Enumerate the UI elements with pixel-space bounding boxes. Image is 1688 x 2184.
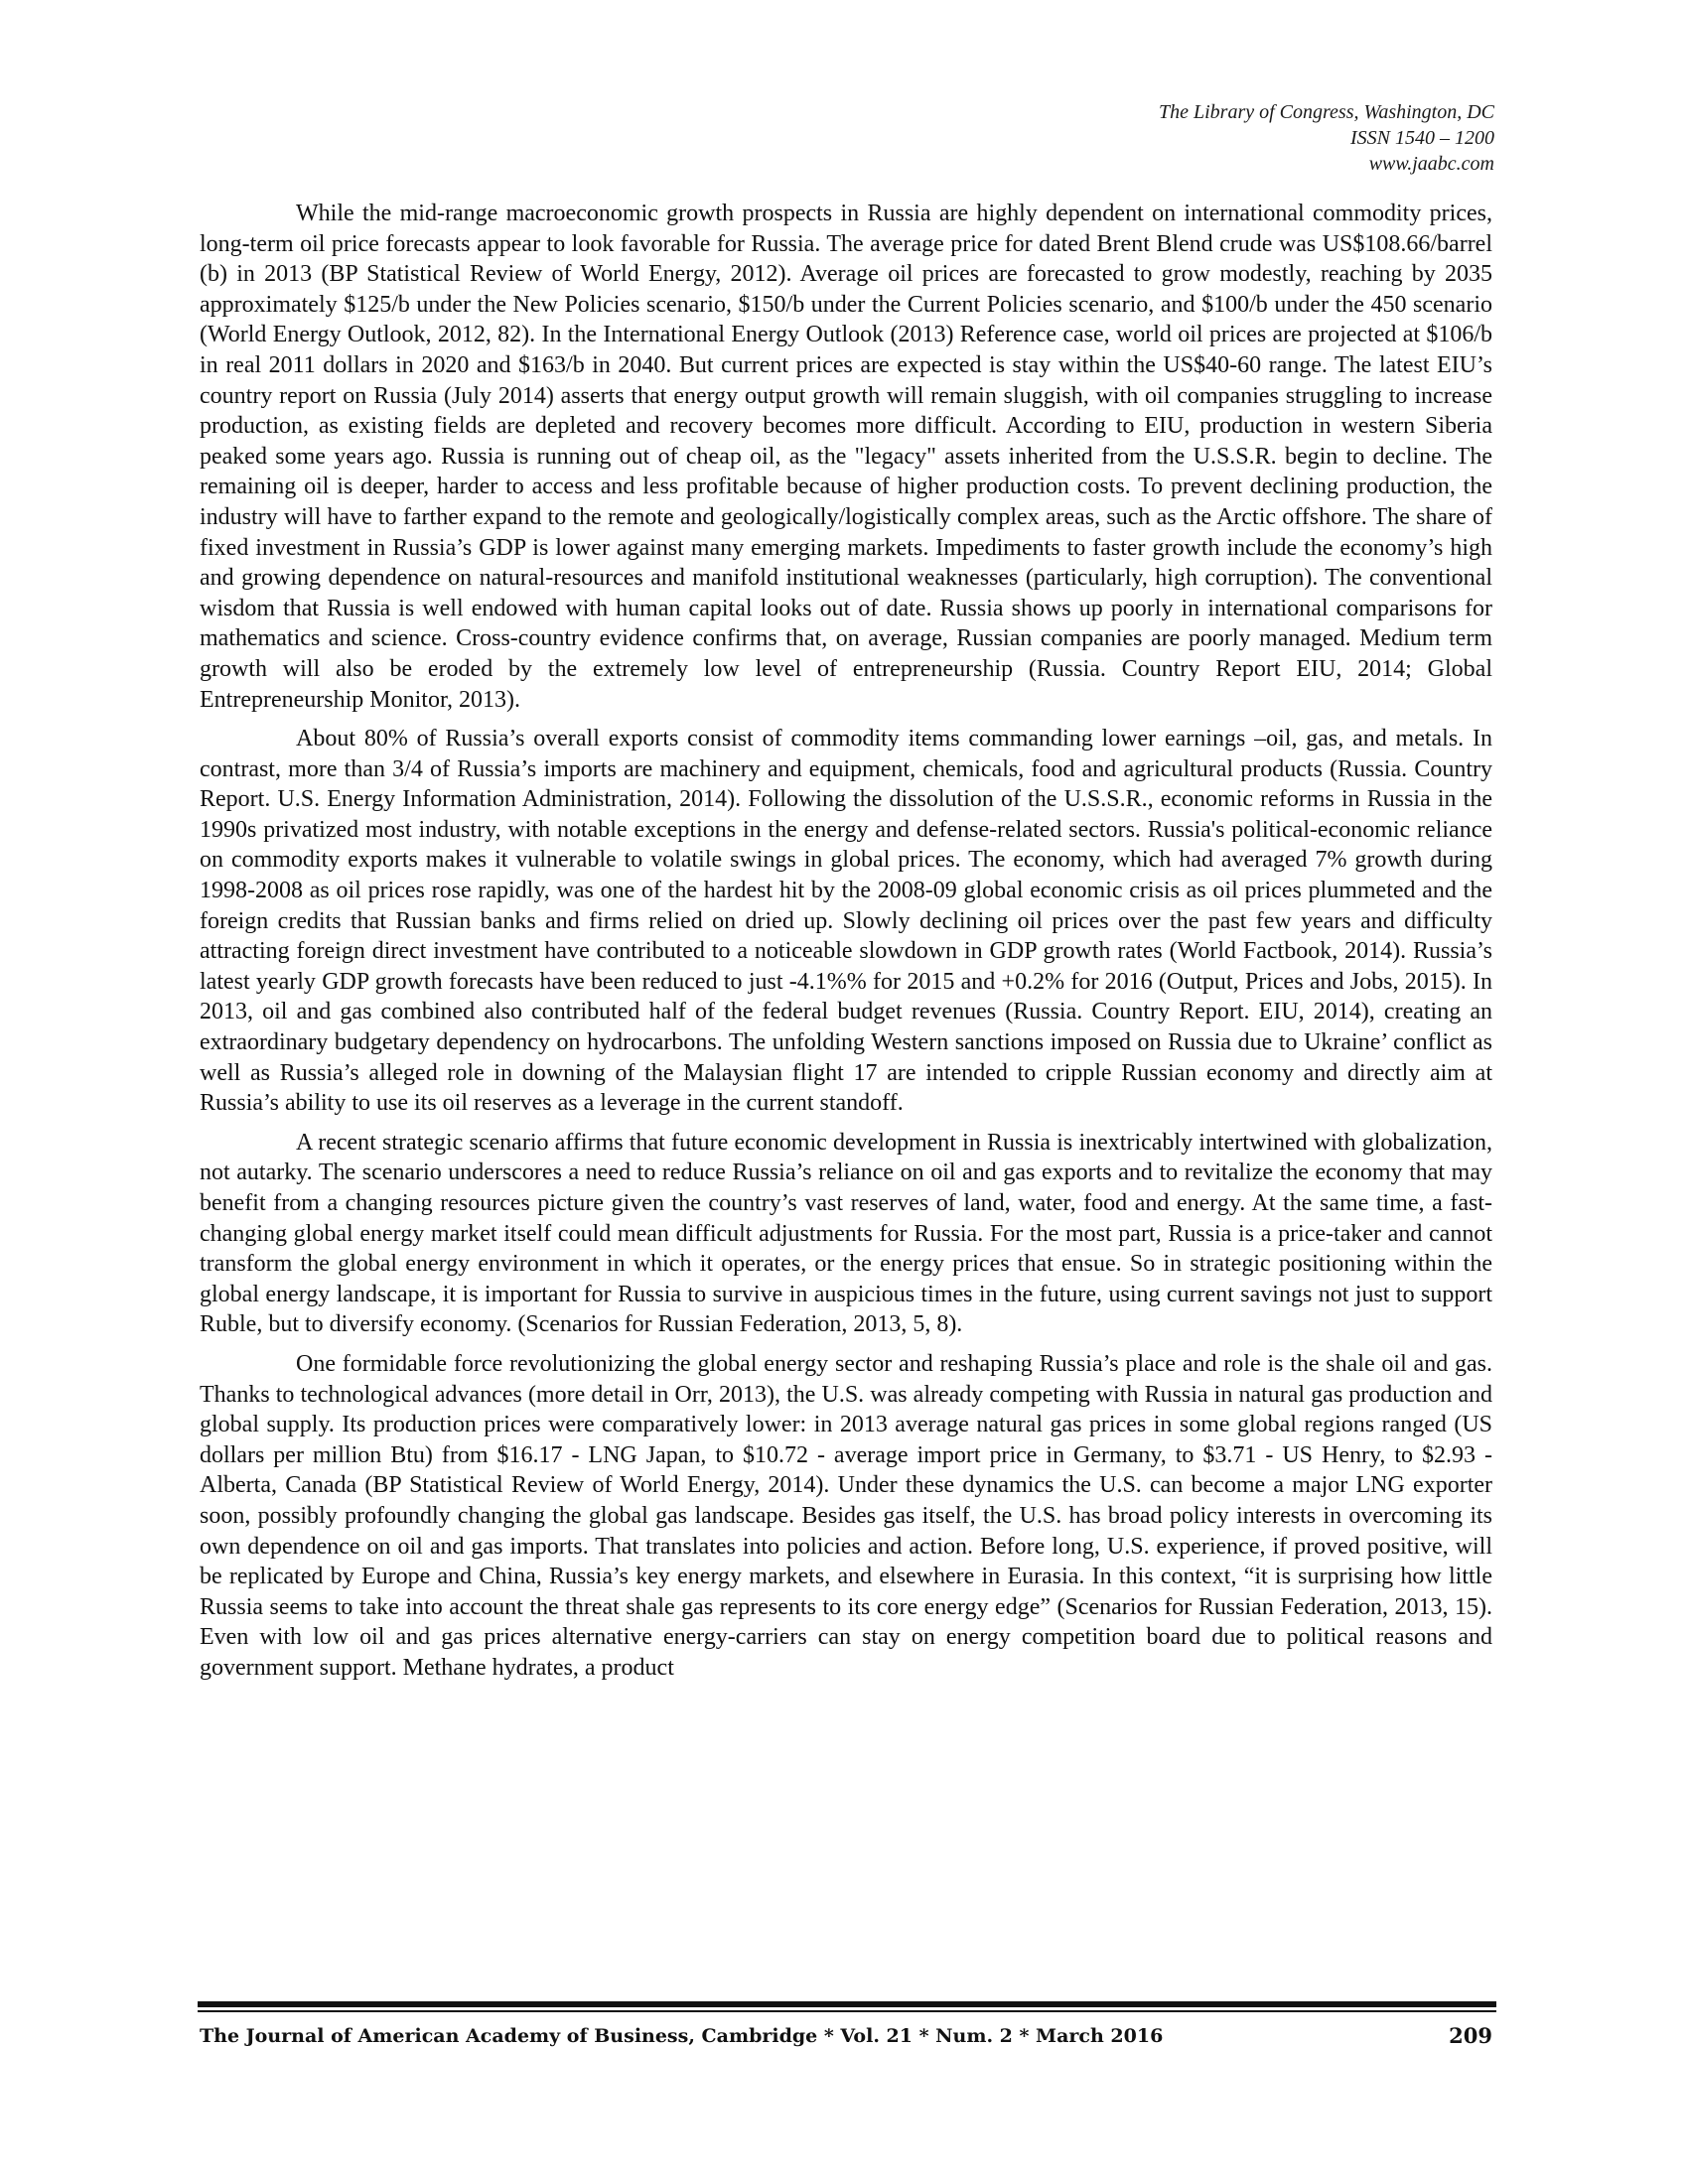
header-website-line: www.jaabc.com — [1368, 153, 1494, 175]
paragraph-strategic-scenario: A recent strategic scenario affirms that future economic development in Russia is inextricably intertwined with globalization, not autarky. The scenario underscores a need to reduce Russia’s reliance on oil and gas exports and to revitalize the economy that may benefit from a changing resources picture given the country’s vast reserves of land, water, food and energy. At the same time, a fast-changing global energy market itself could mean difficult adjustments for Russia. For the most part, Russia is a price-taker and cannot transform the global energy environment in which it operates, or the energy prices that ensue. So in strategic positioning within the global energy landscape, it is important for Russia to survive in auspicious times in the future, using current savings not just to support Ruble, but to diversify economy. (Scenarios for Russian Federation, 2013, 5, 8). — [200, 1129, 1492, 1338]
footer-thin-rule — [198, 2010, 1496, 2012]
article-body — [200, 199, 1492, 1693]
footer-divider — [198, 2001, 1496, 2012]
paragraph-oil-price-forecasts: While the mid-range macroeconomic growth prospects in Russia are highly dependent on international commodity prices, long-term oil price forecasts appear to look favorable for Russia. The average price for dated Brent Blend crude was US$108.66/barrel (b) in 2013 (BP Statistical Review of World Energy, 2012). Average oil prices are forecasted to grow modestly, reaching by 2035 approximately $125/b under the New Policies scenario, $150/b under the Current Policies scenario, and $100/b under the 450 scenario (World Energy Outlook, 2012, 82). In the International Energy Outlook (2013) Reference case, world oil prices are projected at $106/b in real 2011 dollars in 2020 and $163/b in 2040. But current prices are expected is stay within the US$40-60 range. The latest EIU’s country report on Russia (July 2014) asserts that energy output growth will remain sluggish, with oil companies struggling to increase production, as existing fields are depleted and recovery becomes more difficult. According to EIU, production in western Siberia peaked some years ago. Russia is running out of cheap oil, as the "legacy" assets inherited from the U.S.S.R. begin to decline. The remaining oil is deeper, harder to access and less profitable because of higher production costs. To prevent declining production, the industry will have to farther expand to the remote and geologically/logistically complex areas, such as the Arctic offshore. The share of fixed investment in Russia’s GDP is lower against many emerging markets. Impediments to faster growth include the economy’s high and growing dependence on natural-resources and manifold institutional weaknesses (particularly, high corruption). The conventional wisdom that Russia is well endowed with human capital looks out of date. Russia shows up poorly in international comparisons for mathematics and science. Cross-country evidence confirms that, on average, Russian companies are poorly managed. Medium term growth will also be eroded by the extremely low level of entrepreneurship (Russia. Country Report EIU, 2014; Global Entrepreneurship Monitor, 2013). — [200, 201, 1492, 713]
header-issn-line: ISSN 1540 – 1200 — [1350, 127, 1494, 149]
paragraph-shale-oil-gas: One formidable force revolutionizing the global energy sector and reshaping Russia’s place and role is the shale oil and gas. Thanks to technological advances (more detail in Orr, 2013), the U.S. was already competing with Russia in natural gas production and global supply. Its production prices were comparatively lower: in 2013 average natural gas prices in some global regions ranged (US dollars per million Btu) from $16.17 - LNG Japan, to $10.72 - average import price in Germany, to $3.71 - US Henry, to $2.93 - Alberta, Canada (BP Statistical Review of World Energy, 2014). Under these dynamics the U.S. can become a major LNG exporter soon, possibly profoundly changing the global gas landscape. Besides gas itself, the U.S. has broad policy interests in overcoming its own dependence on oil and gas imports. That translates into policies and action. Before long, U.S. experience, if proved positive, will be replicated by Europe and China, Russia’s key energy markets, and elsewhere in Eurasia. In this context, “it is surprising how little Russia seems to take into account the threat shale gas represents to its core energy edge” (Scenarios for Russian Federation, 2013, 15). Even with low oil and gas prices alternative energy-carriers can stay on energy competition board due to political reasons and government support. Methane hydrates, a product — [200, 1350, 1492, 1681]
running-header — [799, 99, 1494, 177]
header-library-line: The Library of Congress, Washington, DC — [1158, 101, 1494, 123]
page-number: 209 — [1449, 2023, 1492, 2048]
paragraph-exports-commodities: About 80% of Russia’s overall exports consist of commodity items commanding lower earnings –oil, gas, and metals. In contrast, more than 3/4 of Russia’s imports are machinery and equipment, chemicals, food and agricultural products (Russia. Country Report. U.S. Energy Information Administration, 2014). Following the dissolution of the U.S.S.R., economic reforms in Russia in the 1990s privatized most industry, with notable exceptions in the energy and defense-related sectors. Russia's political-economic reliance on commodity exports makes it vulnerable to volatile swings in global prices. The economy, which had averaged 7% growth during 1998-2008 as oil prices rose rapidly, was one of the hardest hit by the 2008-09 global economic crisis as oil prices plummeted and the foreign credits that Russian banks and firms relied on dried up. Slowly declining oil prices over the past few years and difficulty attracting foreign direct investment have contributed to a noticeable slowdown in GDP growth rates (World Factbook, 2014). Russia’s latest yearly GDP growth forecasts have been reduced to just -4.1%% for 2015 and +0.2% for 2016 (Output, Prices and Jobs, 2015). In 2013, oil and gas combined also contributed half of the federal budget revenues (Russia. Country Report. EIU, 2014), creating an extraordinary budgetary dependency on hydrocarbons. The unfolding Western sanctions imposed on Russia due to Ukraine’ conflict as well as Russia’s alleged role in downing of the Malaysian flight 17 are intended to cripple Russian economy and directly aim at Russia’s ability to use its oil reserves as a leverage in the current standoff. — [200, 726, 1492, 1117]
footer-journal-citation: The Journal of American Academy of Business, Cambridge * Vol. 21 * Num. 2 * March 2016 — [200, 2025, 1164, 2047]
running-footer — [200, 2019, 1492, 2053]
